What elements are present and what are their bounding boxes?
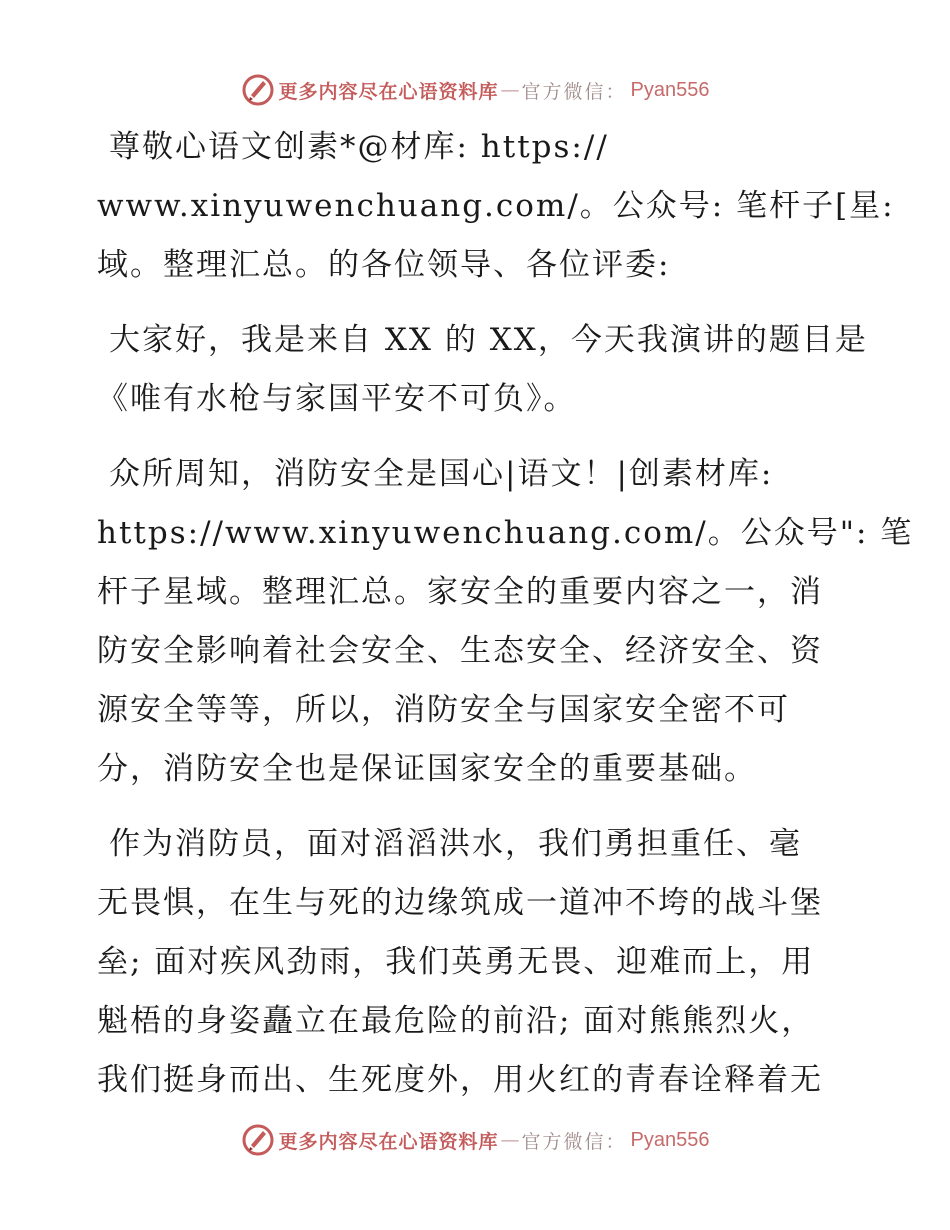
- banner-wechat-id: Pyan556: [630, 78, 710, 101]
- banner-wechat-label: 官方微信：: [521, 80, 627, 103]
- text-line: 众所周知，消防安全是国心|语文！|创素材库:: [109, 456, 774, 492]
- paragraph-greeting: [97, 311, 868, 429]
- text-line: https://www.xinyuwenchuang.com/。公众号": 笔: [97, 515, 914, 551]
- banner-wechat-label: 官方微信：: [521, 1130, 627, 1153]
- footer-banner: [0, 1120, 950, 1160]
- banner-wechat-id: Pyan556: [630, 1128, 710, 1151]
- banner-brand-text: 更多内容尽在心语资料库: [278, 1130, 499, 1153]
- text-line: 防安全影响着社会安全、生态安全、经济安全、资: [97, 633, 823, 669]
- paragraph-firefighter: [97, 815, 857, 1110]
- document-body: [97, 118, 914, 1126]
- text-line: 作为消防员，面对滔滔洪水，我们勇担重任、毫: [109, 826, 802, 862]
- banner-separator: —: [500, 79, 520, 101]
- brand-logo-icon: [241, 1123, 275, 1157]
- text-line: 尊敬心语文创素*@材库: https://: [109, 129, 609, 165]
- text-line: 垒; 面对疾风劲雨，我们英勇无畏、迎难而上，用: [97, 944, 815, 980]
- text-line: 域。整理汇总。的各位领导、各位评委:: [97, 247, 671, 283]
- brand-logo-icon: [241, 73, 275, 107]
- header-banner: [0, 70, 950, 110]
- text-line: 我们挺身而出、生死度外，用火红的青春诠释着无: [97, 1062, 823, 1098]
- paragraph-salutation: [97, 118, 895, 295]
- text-line: 《唯有水枪与家国平安不可负》。: [97, 381, 577, 417]
- paragraph-fire-safety: [97, 445, 914, 799]
- banner-brand-text: 更多内容尽在心语资料库: [278, 80, 499, 103]
- text-line: 魁梧的身姿矗立在最危险的前沿; 面对熊熊烈火，: [97, 1003, 815, 1039]
- text-line: www.xinyuwenchuang.com/。公众号: 笔杆子[星:: [97, 188, 895, 224]
- text-line: 无畏惧，在生与死的边缘筑成一道冲不垮的战斗堡: [97, 885, 823, 921]
- banner-separator: —: [500, 1129, 520, 1151]
- text-line: 源安全等等，所以，消防安全与国家安全密不可: [97, 692, 790, 728]
- text-line: 大家好，我是来自 XX 的 XX，今天我演讲的题目是: [109, 322, 868, 358]
- text-line: 分，消防安全也是保证国家安全的重要基础。: [97, 751, 757, 787]
- text-line: 杆子星域。整理汇总。家安全的重要内容之一，消: [97, 574, 823, 610]
